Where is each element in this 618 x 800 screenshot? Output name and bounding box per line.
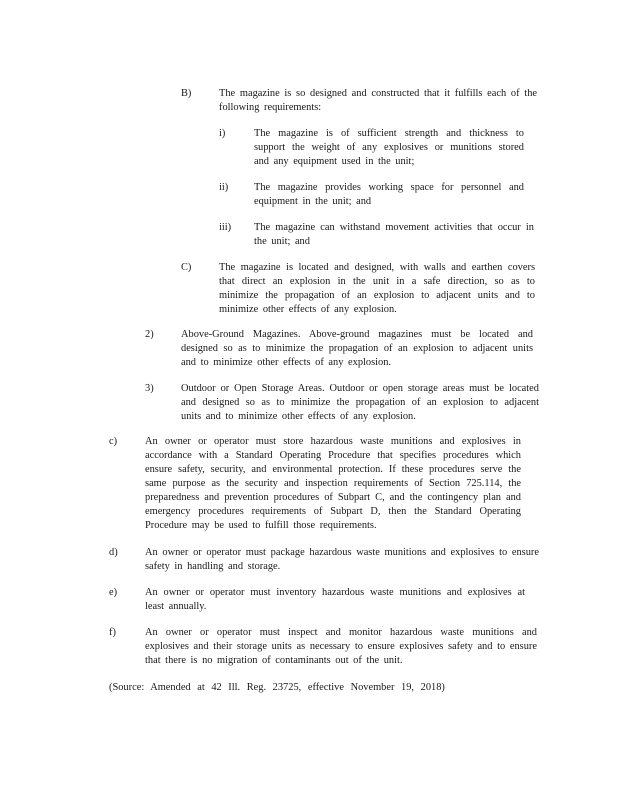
subsection-c-upper-label: C) <box>181 262 192 273</box>
subsection-b-text: The magazine is so designed and constructed that it fulfills each of the following requirements: <box>219 88 537 113</box>
item-ii-text: The magazine provides working space for personnel and equipment in the unit; and <box>254 182 524 207</box>
subsection-e-text: An owner or operator must inventory hazardous waste munitions and explosives at least annually. <box>145 587 525 612</box>
subsection-c-upper-text: The magazine is located and designed, with walls and earthen covers that direct an explosion in the unit in a safe direction, so as to minimize the propagation of an explosion to adjacent units and to minimize other effects of any explosion. <box>219 262 535 315</box>
item-iii-label: iii) <box>219 222 232 233</box>
subsection-b-label: B) <box>181 88 192 99</box>
item-2-label: 2) <box>145 329 154 340</box>
subsection-c-text: An owner or operator must store hazardous waste munitions and explosives in accordance with a Standard Operating Procedure that specifies procedures which ensure safety, security, and environmental protection. If these procedures serve the same purpose as the security and inspection requirements of Section 725.114, the preparedness and prevention procedures of Subpart C, and the contingency plan and emergency procedures requirements of Subpart D, then the Standard Operating Procedure may be used to fulfill those requirements. <box>145 436 521 531</box>
subsection-c-label: c) <box>109 436 118 447</box>
item-iii-text: The magazine can withstand movement activities that occur in the unit; and <box>254 222 534 247</box>
subsection-d-text: An owner or operator must package hazardous waste munitions and explosives to ensure safety in handling and storage. <box>145 547 539 572</box>
item-i-label: i) <box>219 128 226 139</box>
item-3-label: 3) <box>145 383 154 394</box>
subsection-f-text: An owner or operator must inspect and monitor hazardous waste munitions and explosives and their storage units as necessary to ensure explosives safety and to ensure that there is no migration of contaminants out of the unit. <box>145 627 537 666</box>
item-ii-label: ii) <box>219 182 229 193</box>
source-note: (Source: Amended at 42 Ill. Reg. 23725, effective November 19, 2018) <box>109 682 445 693</box>
subsection-f-label: f) <box>109 627 116 638</box>
item-3-text: Outdoor or Open Storage Areas. Outdoor or open storage areas must be located and designed so as to minimize the propagation of an explosion to adjacent units and to minimize other effects of any explosion. <box>181 383 539 422</box>
item-2-text: Above-Ground Magazines. Above-ground magazines must be located and designed so as to minimize the propagation of an explosion to adjacent units and to minimize other effects of any explosion. <box>181 329 533 368</box>
item-i-text: The magazine is of sufficient strength and thickness to support the weight of any explosives or munitions stored and any equipment used in the unit; <box>254 128 524 167</box>
subsection-e-label: e) <box>109 587 118 598</box>
subsection-d-label: d) <box>109 547 118 558</box>
